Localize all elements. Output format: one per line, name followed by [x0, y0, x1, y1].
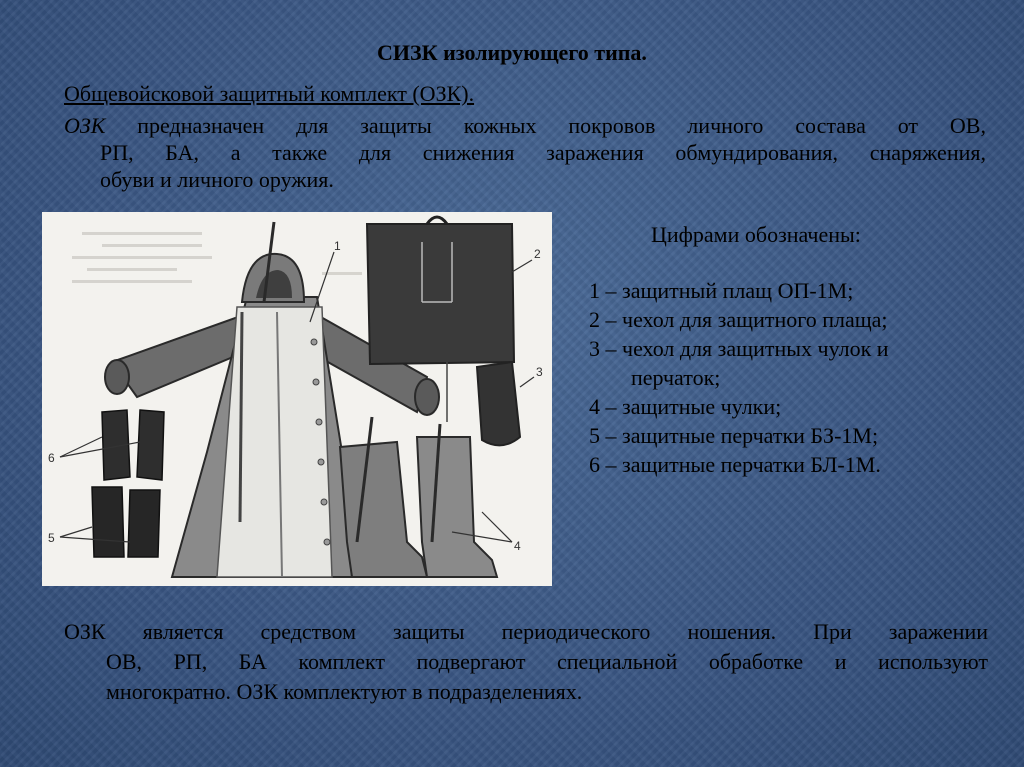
description-line-2: РП, БА, а также для снижения заражения обмундирования, снаряжения, — [100, 140, 986, 165]
stockings-case-figure — [477, 362, 520, 445]
description-line-3: обуви и личного оружия. — [100, 167, 334, 192]
photo-label-1: 1 — [334, 239, 341, 253]
footer-line-1: ОЗК является средством защиты периодического ношения. При заражении — [64, 619, 988, 644]
description-paragraph — [64, 112, 986, 193]
ozk-kit-photo — [42, 212, 552, 586]
footer-paragraph — [64, 617, 988, 707]
description-line-1: предназначен для защиты кожных покровов личного состава от ОВ, — [105, 113, 986, 138]
legend-item: 6 – защитные перчатки БЛ-1М. — [589, 452, 881, 477]
slide-subtitle: Общевойсковой защитный комплект (ОЗК). — [64, 81, 475, 106]
legend-item: 5 – защитные перчатки БЗ-1М; — [589, 423, 879, 448]
legend-item: 1 – защитный плащ ОП-1М; — [589, 278, 854, 303]
photo-label-3: 3 — [536, 365, 543, 379]
photo-label-4: 4 — [514, 539, 521, 553]
legend-heading: Цифрами обозначены: — [651, 222, 861, 247]
legend-item-continuation: перчаток; — [631, 365, 721, 390]
legend-list — [589, 276, 889, 479]
photo-label-6: 6 — [48, 451, 55, 465]
slide-title: СИЗК изолирующего типа. — [377, 40, 647, 65]
photo-label-5: 5 — [48, 531, 55, 545]
footer-line-3: многократно. ОЗК комплектуют в подразделениях. — [106, 679, 583, 704]
legend-item: 4 – защитные чулки; — [589, 394, 782, 419]
legend-item: 3 – чехол для защитных чулок и — [589, 336, 889, 361]
legend-item: 2 – чехол для защитного плаща; — [589, 307, 888, 332]
description-abbr: ОЗК — [64, 113, 106, 138]
photo-label-2: 2 — [534, 247, 541, 261]
footer-line-2: ОВ, РП, БА комплект подвергают специальной обработке и используют — [106, 649, 988, 674]
